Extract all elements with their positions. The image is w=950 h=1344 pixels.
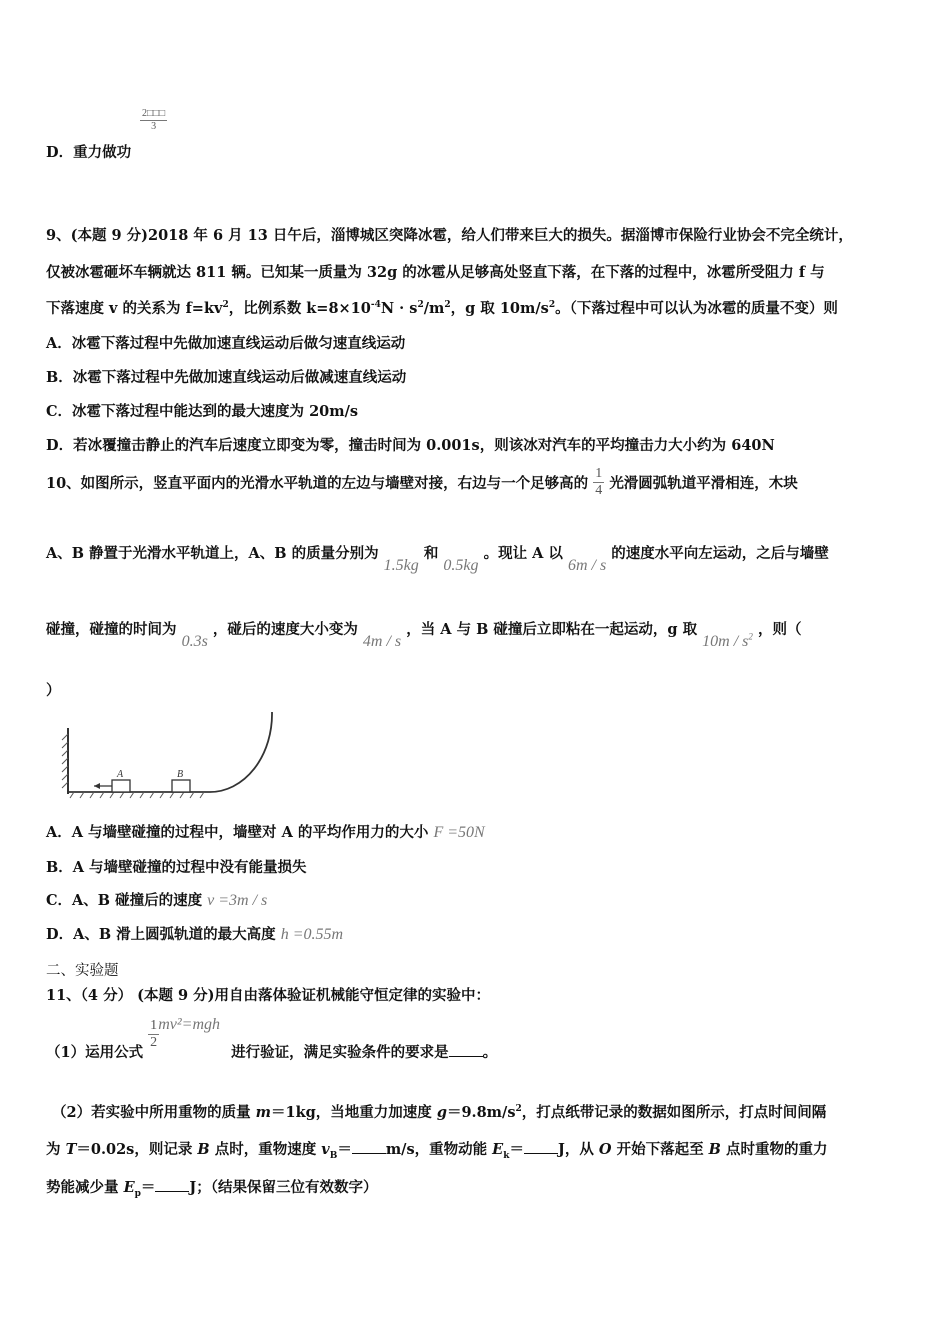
answer-blank-velocity[interactable] bbox=[352, 1141, 386, 1154]
force-value: F =50N bbox=[433, 824, 485, 841]
q9-option-d: D．若冰覆撞击静止的汽车后速度立即变为零，撞击时间为 0.001s，则该冰对汽车的平均撞击力大小约为 640N bbox=[46, 437, 775, 454]
q10-option-d: D．A、B 滑上圆弧轨道的最大高度 h =0.55m bbox=[46, 926, 344, 943]
q9-option-a: A．冰雹下落过程中先做加速直线运动后做匀速直线运动 bbox=[46, 335, 406, 352]
energy-formula: mv²=mgh bbox=[158, 1015, 221, 1033]
q10-line-4: ） bbox=[46, 682, 61, 699]
gravity-value: $10m / s^2$ bbox=[702, 631, 753, 650]
q10-line-3: 碰撞，碰撞的时间为 0.3s ，碰后的速度大小变为 4m / s ，当 A 与 B 碰撞后立即粘在一起运动，g 取 $10m / s^2$ ，则（ bbox=[46, 621, 802, 650]
top-fraction bbox=[140, 108, 167, 133]
velocity-value: v =3m / s bbox=[207, 892, 268, 909]
q11-part-2-line-1: （2）若实验中所用重物的质量 m＝1kg，当地重力加速度 $g=9.8m/s^2$，打点纸带记录的数据如图所示，打点时间间隔 bbox=[52, 1104, 827, 1121]
q9-line-2: 仅被冰雹砸坏车辆就达 811 辆。已知某一质量为 32g 的冰雹从足够高处竖直下落，在下落的过程中，冰雹所受阻力 f 与 bbox=[46, 264, 825, 281]
section-heading: 二、实验题 bbox=[46, 963, 119, 979]
track-surface bbox=[68, 712, 272, 792]
half-fraction: $\frac{1}{2}$ bbox=[150, 1018, 158, 1050]
height-value: h =0.55m bbox=[280, 926, 344, 943]
initial-velocity: 6m / s bbox=[568, 557, 607, 574]
q10-line-1: 10、如图所示，竖直平面内的光滑水平轨道的左边与墙壁对接，右边与一个足够高的 $\frac{1}{4}$ 光滑圆弧轨道平滑相连，木块 bbox=[46, 466, 798, 498]
block-b-label: B bbox=[177, 769, 184, 780]
q10-line-2: A、B 静置于光滑水平轨道上，A、B 的质量分别为 1.5kg 和 0.5kg 。现让 A 以 6m / s 的速度水平向左运动，之后与墙壁 bbox=[46, 545, 829, 574]
q11-title: 11、（4 分） (本题 9 分)用自由落体验证机械能守恒定律的实验中： bbox=[46, 987, 491, 1004]
answer-blank-potential[interactable] bbox=[155, 1179, 189, 1192]
rebound-velocity: 4m / s bbox=[362, 633, 402, 650]
q10-option-b: B．A 与墙壁碰撞的过程中没有能量损失 bbox=[46, 859, 307, 876]
answer-blank-1[interactable] bbox=[449, 1044, 483, 1057]
q11-part-2-line-3: 势能减少量 $E_p= J$；（结果保留三位有效数字） bbox=[46, 1179, 378, 1199]
q9-line-3: 下落速度 v 的关系为 $f=kv^2$，比例系数 $k=8\times 10^{-4}N \cdot s^2/m^2$，g 取 $10m/s^2$。（下落过程中可以认为冰雹的质量不变）则 bbox=[46, 300, 838, 317]
top-fraction-den: 3 bbox=[151, 121, 157, 132]
q8-option-d: D．重力做功 bbox=[46, 144, 132, 161]
block-b bbox=[172, 780, 190, 792]
q9-option-b: B．冰雹下落过程中先做加速直线运动后做减速直线运动 bbox=[46, 369, 407, 386]
track-figure bbox=[60, 708, 290, 800]
q9-option-c: C．冰雹下落过程中能达到的最大速度为 20m/s bbox=[46, 403, 359, 420]
mass-a: 1.5kg bbox=[383, 557, 419, 574]
q11-part-1: （1）运用公式 $\frac{1}{2}$ mv²=mgh 进行验证，满足实验条件的要求是 。 bbox=[46, 1015, 498, 1061]
q11-part-2-line-2: 为 T＝0.02s，则记录 B 点时，重物速度 $v_B= m/s$，重物动能 $E_k= J$，从 O 开始下落起至 B 点时重物的重力 bbox=[46, 1141, 828, 1161]
arrow-head bbox=[94, 783, 100, 789]
block-a bbox=[112, 780, 130, 792]
q9-line-1: 9、(本题 9 分)2018 年 6 月 13 日午后，淄博城区突降冰雹，给人们带来巨大的损失。据淄博市保险行业协会不完全统计， bbox=[46, 227, 853, 244]
q10-option-c: C．A、B 碰撞后的速度 v =3m / s bbox=[46, 892, 268, 909]
q10-option-a: A．A 与墙壁碰撞的过程中，墙壁对 A 的平均作用力的大小 F =50N bbox=[46, 824, 485, 841]
collision-time: 0.3s bbox=[181, 633, 208, 650]
answer-blank-kinetic[interactable] bbox=[524, 1141, 558, 1154]
mass-b: 0.5kg bbox=[443, 557, 479, 574]
block-a-label: A bbox=[117, 769, 124, 780]
top-fraction-num: 2□□□ bbox=[142, 108, 166, 119]
quarter-fraction: $\frac{1}{4}$ bbox=[595, 466, 603, 498]
ground-hatching bbox=[70, 792, 204, 798]
